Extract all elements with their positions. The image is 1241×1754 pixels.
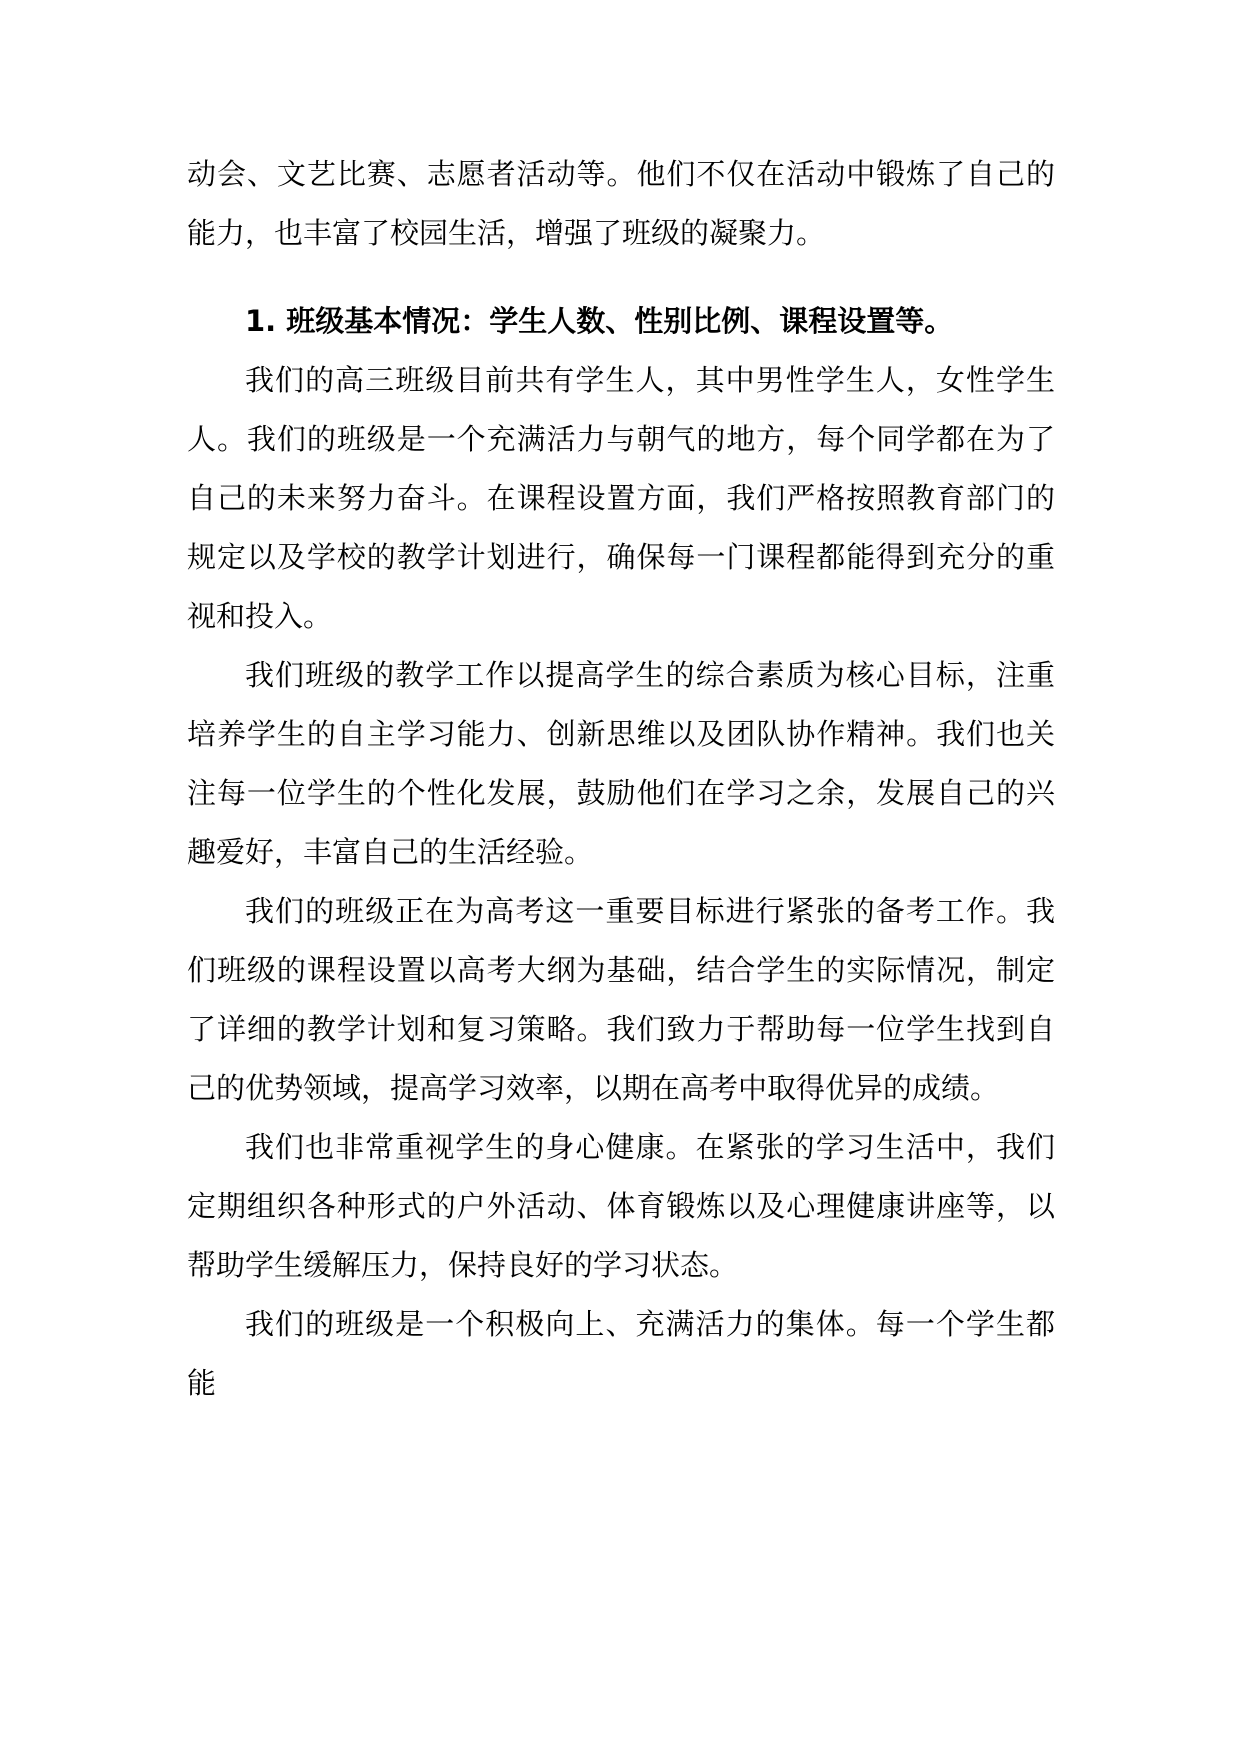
paragraph-teaching-goals: 我们班级的教学工作以提高学生的综合素质为核心目标，注重培养学生的自主学习能力、创新思维以及团队协作精神。我们也关注每一位学生的个性化发展，鼓励他们在学习之余，发展自己的兴趣爱好，丰富自己的生活经验。 — [187, 658, 1055, 869]
paragraph-class-overview: 我们的高三班级目前共有学生人，其中男性学生人，女性学生人。我们的班级是一个充满活力与朝气的地方，每个同学都在为了自己的未来努力奋斗。在课程设置方面，我们严格按照教育部门的规定以及学校的教学计划进行，确保每一门课程都能得到充分的重视和投入。 — [187, 363, 1055, 633]
paragraph-exam-preparation: 我们的班级正在为高考这一重要目标进行紧张的备考工作。我们班级的课程设置以高考大纲为基础，结合学生的实际情况，制定了详细的教学计划和复习策略。我们致力于帮助每一位学生找到自己的优势领域，提高学习效率，以期在高考中取得优异的成绩。 — [187, 894, 1055, 1105]
section-heading: 1. 班级基本情况：学生人数、性别比例、课程设置等。 — [245, 304, 954, 338]
paragraph-continuation: 动会、文艺比赛、志愿者活动等。他们不仅在活动中锻炼了自己的能力，也丰富了校园生活，增强了班级的凝聚力。 — [187, 157, 1055, 250]
paragraph-collective: 我们的班级是一个积极向上、充满活力的集体。每一个学生都能 — [187, 1307, 1055, 1400]
paragraph-health: 我们也非常重视学生的身心健康。在紧张的学习生活中，我们定期组织各种形式的户外活动、体育锻炼以及心理健康讲座等，以帮助学生缓解压力，保持良好的学习状态。 — [187, 1130, 1055, 1282]
document-body — [187, 145, 1055, 1413]
